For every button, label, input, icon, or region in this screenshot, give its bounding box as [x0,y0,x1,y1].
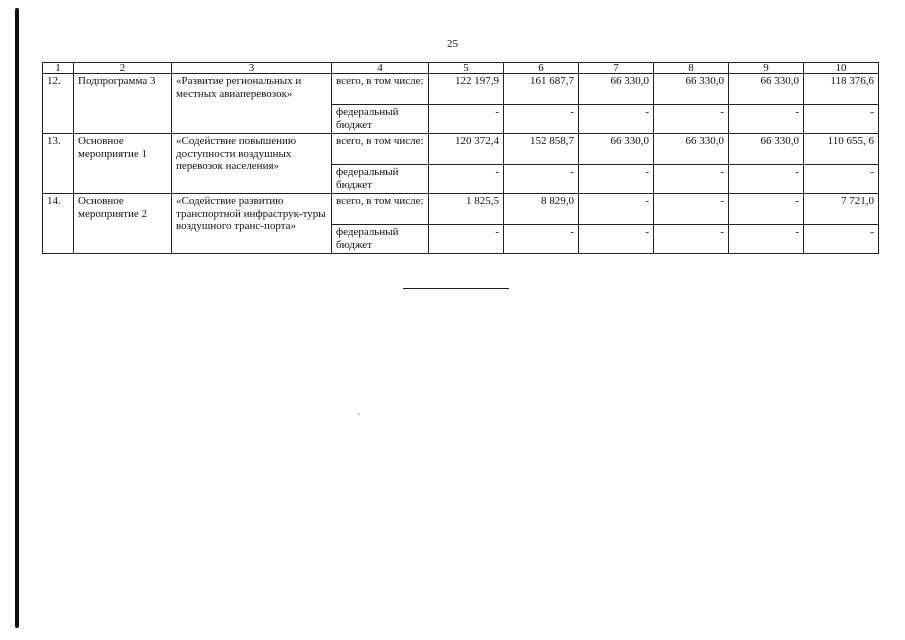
value-cell: 8 829,0 [504,194,579,225]
program-name: Основное мероприятие 1 [74,134,172,194]
value-cell: 66 330,0 [729,74,804,105]
funding-label: федеральный бюджет [332,105,429,134]
budget-table [42,62,879,254]
value-cell: 118 376,6 [804,74,879,105]
program-title: «Содействие повышению доступности воздушных перевозок населения» [172,134,332,194]
column-number: 9 [729,63,804,74]
value-cell: - [504,225,579,254]
row-number: 14. [43,194,74,254]
row-number: 12. [43,74,74,134]
column-number: 3 [172,63,332,74]
column-number: 5 [429,63,504,74]
value-cell: 152 858,7 [504,134,579,165]
program-title: «Содействие развитию транспортной инфраструк-туры воздушного транс-порта» [172,194,332,254]
column-number: 1 [43,63,74,74]
value-cell: - [729,225,804,254]
value-cell: - [579,105,654,134]
value-cell: - [654,165,729,194]
scan-speck [358,413,360,415]
column-number: 2 [74,63,172,74]
value-cell: 66 330,0 [729,134,804,165]
value-cell: - [804,105,879,134]
value-cell: 66 330,0 [654,134,729,165]
column-number: 6 [504,63,579,74]
program-name: Подпрограмма 3 [74,74,172,134]
value-cell: 66 330,0 [579,134,654,165]
value-cell: 66 330,0 [579,74,654,105]
program-title: «Развитие региональных и местных авиаперевозок» [172,74,332,134]
value-cell: - [429,105,504,134]
value-cell: 110 655, 6 [804,134,879,165]
funding-label: всего, в том числе: [332,194,429,225]
column-number: 4 [332,63,429,74]
value-cell: - [654,105,729,134]
value-cell: 7 721,0 [804,194,879,225]
table-row [43,194,879,225]
column-number: 8 [654,63,729,74]
row-number: 13. [43,134,74,194]
funding-label: всего, в том числе: [332,74,429,105]
value-cell: - [579,165,654,194]
table-row [43,74,879,105]
value-cell: - [429,225,504,254]
column-number: 7 [579,63,654,74]
page-number: 25 [447,38,458,50]
value-cell: 120 372,4 [429,134,504,165]
value-cell: - [579,194,654,225]
value-cell: 122 197,9 [429,74,504,105]
value-cell: - [729,105,804,134]
value-cell: - [804,165,879,194]
value-cell: - [429,165,504,194]
program-name: Основное мероприятие 2 [74,194,172,254]
value-cell: - [504,105,579,134]
funding-label: всего, в том числе: [332,134,429,165]
value-cell: - [504,165,579,194]
value-cell: - [654,194,729,225]
funding-label: федеральный бюджет [332,165,429,194]
value-cell: - [804,225,879,254]
value-cell: - [654,225,729,254]
end-separator-line [403,288,509,289]
value-cell: 1 825,5 [429,194,504,225]
value-cell: 66 330,0 [654,74,729,105]
column-number-row [43,63,879,74]
scan-edge-mark [15,8,19,628]
value-cell: - [729,194,804,225]
funding-label: федеральный бюджет [332,225,429,254]
value-cell: - [579,225,654,254]
column-number: 10 [804,63,879,74]
value-cell: - [729,165,804,194]
value-cell: 161 687,7 [504,74,579,105]
table-row [43,134,879,165]
